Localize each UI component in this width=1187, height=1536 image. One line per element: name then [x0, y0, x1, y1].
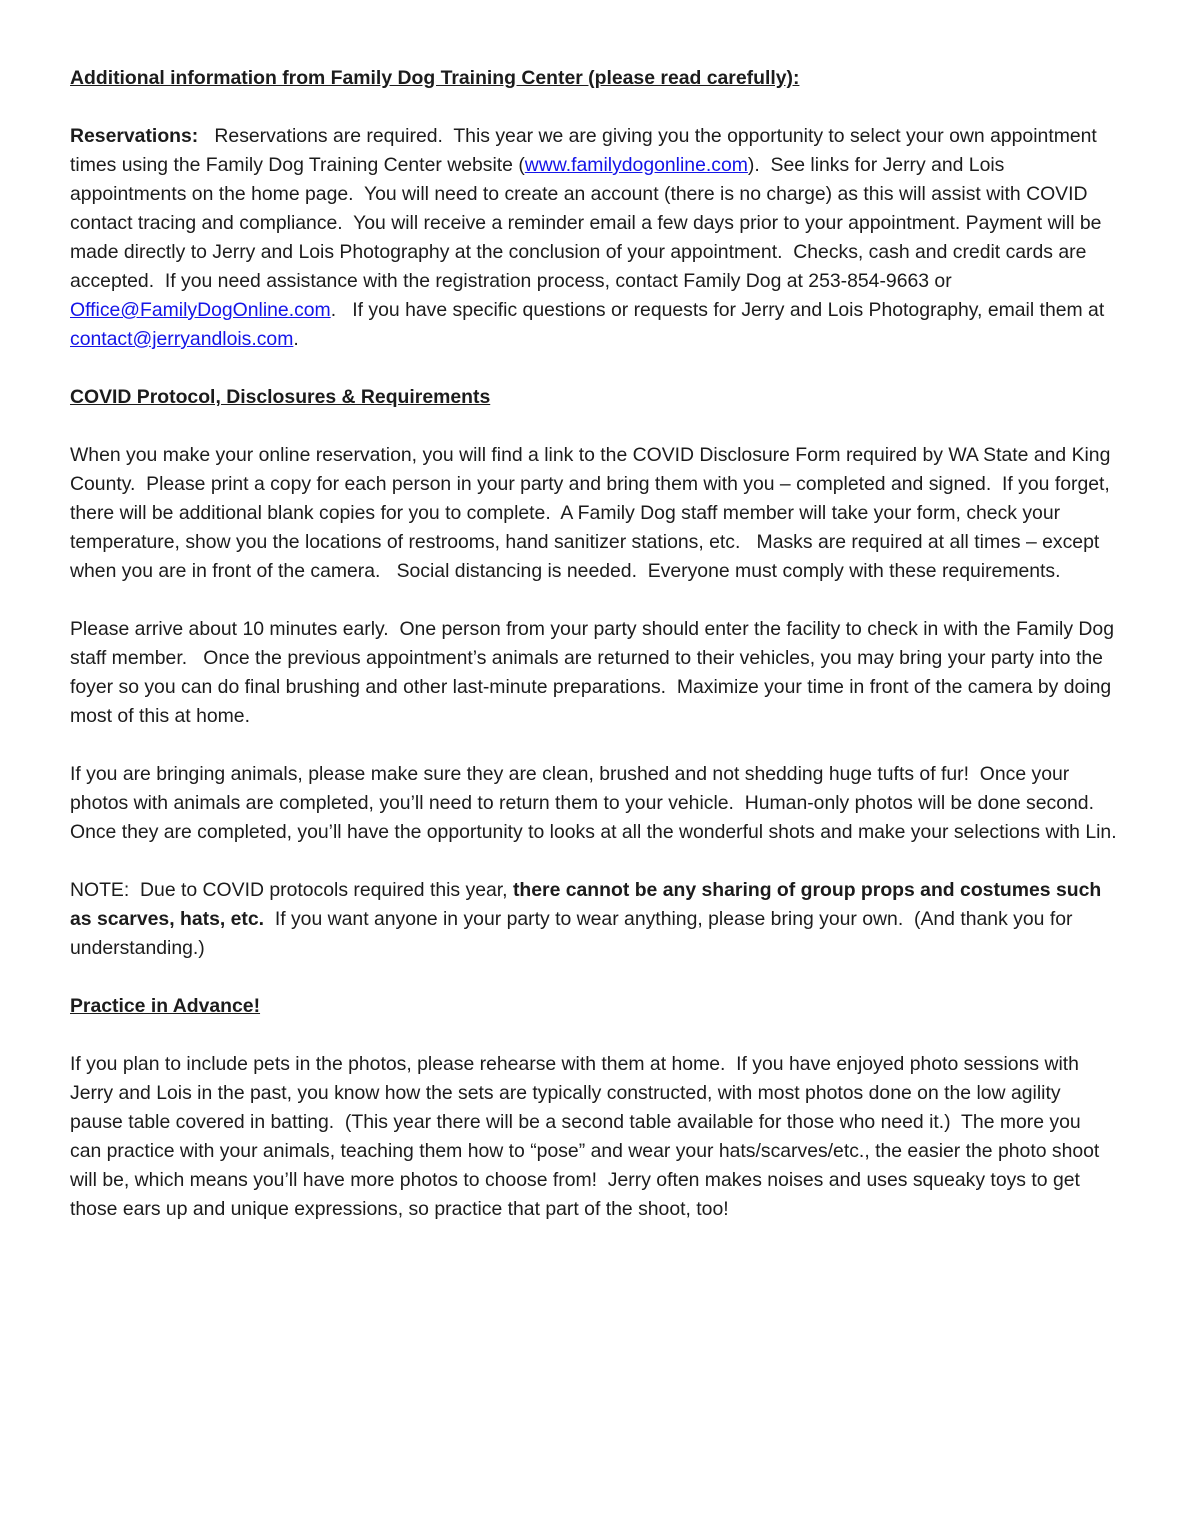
arrival-paragraph	[70, 615, 1120, 731]
text-run: If you want anyone in your party to wear anything, please bring your own. (And thank you for understanding.)	[70, 908, 1078, 959]
contact-email-link[interactable]: contact@jerryandlois.com	[70, 328, 294, 350]
office-email-link[interactable]: Office@FamilyDogOnline.com	[70, 299, 331, 321]
covid-protocol-heading: COVID Protocol, Disclosures & Requirements	[70, 386, 491, 408]
familydogonline-link[interactable]: www.familydogonline.com	[524, 154, 748, 176]
practice-in-advance-heading: Practice in Advance!	[70, 995, 261, 1017]
text-run: .	[293, 328, 299, 350]
reservations-label: Reservations:	[70, 125, 199, 147]
no-sharing-bold-text: there cannot be any sharing of group props and costumes such as scarves, hats, etc.	[70, 879, 1107, 930]
text-run: If you plan to include pets in the photos, please rehearse with them at home. If you have enjoyed photo sessions with Jerry and Lois in the past, you know how the sets are typically constructed, with most photos done on the low agility pause table covered in batting. (This year there will be a second table available for those who need it.) The more you can practice with your animals, teaching them how to “pose” and wear your hats/scarves/etc., the easier the photo shoot will be, which means you’ll have more photos to choose from! Jerry often makes noises and uses squeaky toys to get those ears up and unique expressions, so practice that part of the shoot, too!	[70, 1053, 1105, 1220]
main-title: Additional information from Family Dog Training Center (please read carefully):	[70, 67, 800, 89]
text-run: If you are bringing animals, please make sure they are clean, brushed and not shedding huge tufts of fur! Once your photos with animals are completed, you’ll need to return them to your vehicle. Human-only photos will be done second. Once they are completed, you’ll have the opportunity to looks at all the wonderful shots and make your selections with Lin.	[70, 763, 1117, 843]
document-body	[70, 64, 1120, 1224]
text-run: NOTE: Due to COVID protocols required this year,	[70, 879, 513, 901]
text-run: Please arrive about 10 minutes early. One person from your party should enter the facility to check in with the Family Dog staff member. Once the previous appointment’s animals are returned to their vehicles, you may bring your party into the foyer so you can do final brushing and other last-minute preparations. Maximize your time in front of the camera by doing most of this at home.	[70, 618, 1120, 727]
covid-disclosure-paragraph	[70, 441, 1117, 586]
reservations-paragraph	[70, 122, 1117, 354]
text-run: ). See links for Jerry and Lois appointments on the home page. You will need to create an account (there is no charge) as this will assist with COVID contact tracing and compliance. You will receive a reminder email a few days prior to your appointment. Payment will be made directly to Jerry and Lois Photography at the conclusion of your appointment. Checks, cash and credit cards are accepted. If you need assistance with the registration process, contact Family Dog at 253-854-9663 or	[70, 154, 1107, 292]
text-run: Reservations are required. This year we are giving you the opportunity to select your own appointment times using the Family Dog Training Center website (	[70, 125, 1103, 176]
text-run: . If you have specific questions or requests for Jerry and Lois Photography, email them at	[330, 299, 1110, 321]
note-paragraph	[70, 876, 1117, 963]
animals-paragraph	[70, 760, 1117, 847]
practice-paragraph	[70, 1050, 1117, 1224]
text-run: When you make your online reservation, you will find a link to the COVID Disclosure Form required by WA State and King County. Please print a copy for each person in your party and bring them with you – completed and signed. If you forget, there will be additional blank copies for you to complete. A Family Dog staff member will take your form, check your temperature, show you the locations of restrooms, hand sanitizer stations, etc. Masks are required at all times – except when you are in front of the camera. Social distancing is needed. Everyone must comply with these requirements.	[70, 444, 1116, 582]
